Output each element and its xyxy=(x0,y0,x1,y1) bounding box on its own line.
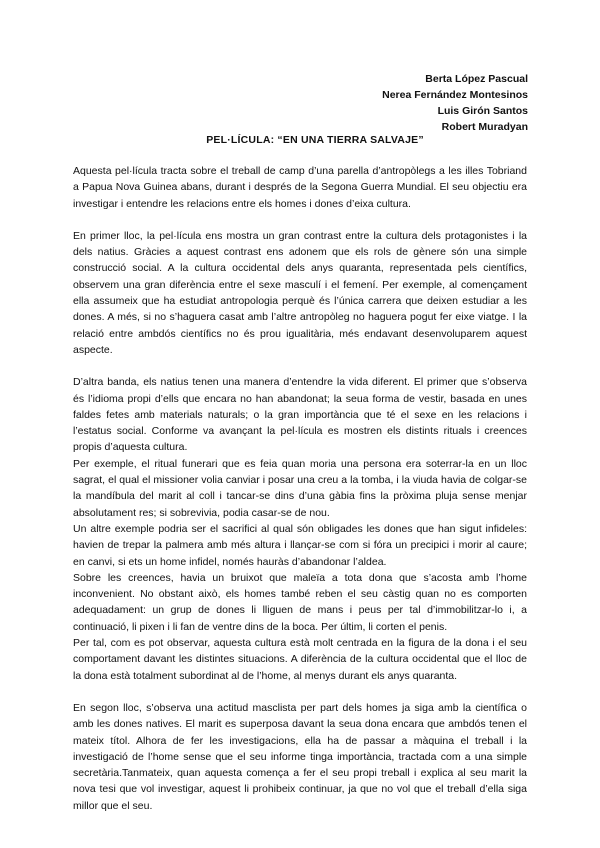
paragraph: Aquesta pel·lícula tracta sobre el treball de camp d’una parella d’antropòlegs a les illes Tobriand a Papua Nova Guinea abans, durant i després de la Segona Guerra Mundial. El seu objectiu era investigar i entendre les relacions entre els homes i dones d’eixa cultura. xyxy=(73,165,527,210)
document-title: PEL·LÍCULA: “EN UNA TIERRA SALVAJE” xyxy=(206,134,424,146)
author-name: Robert Muradyan xyxy=(441,121,528,133)
paragraph: D’altra banda, els natius tenen una manera d’entendre la vida diferent. El primer que s’observa és l’idioma propi d’ells que encara no han abandonat; la seua forma de vestir, basada en unes faldes fetes amb materials naturals; o la gran importància que té el sexe en les relacions i l’estatus social. Conforme va avançant la pel·lícula es mostren els distints rituals i creences propis d’aquesta cultura. xyxy=(73,376,527,454)
author-name: Berta López Pascual xyxy=(425,73,528,85)
author-name: Luis Girón Santos xyxy=(437,105,528,117)
paragraph: Sobre les creences, havia un bruixot que maleïa a tota dona que s’acosta amb l’home inconvenient. No obstant això, els homes també reben el seu càstig quan no es comporten adequadament: un grup de dones li lliguen de mans i peus per tal d’immobilitzar-lo i, a continuació, li pixen i li fan de ventre dins de la boca. Per últim, li corten el penis. xyxy=(73,571,527,633)
paragraph: En primer lloc, la pel·lícula ens mostra un gran contrast entre la cultura dels protagonistes i la dels natius. Gràcies a aquest contrast ens adonem que els rols de gènere són una simple construcció social. A la cultura occidental dels anys quaranta, representada pels científics, observem una gran diferència entre el sexe masculí i el femení. Per exemple, al començament ella assumeix que ha estudiat antropologia perquè és l’única carrera que deixen estudiar a les dones. A més, si no s’haguera casat amb l’altre antropòleg no haguera pogut fer eixe viatge. I la relació entre ambdós científics no és prou igualitària, més endavant desenvoluparem aquest aspecte. xyxy=(73,229,527,356)
author-name: Nerea Fernández Montesinos xyxy=(382,89,528,101)
paragraph: Per exemple, el ritual funerari que es feia quan moria una persona era soterrar-la en un lloc sagrat, el qual el missioner volia canviar i posar una creu a la tomba, i la viuda havia de colgar-se la mandíbula del marit al coll i tancar-se dins d’una gàbia fins la pròxima pluja sense menjar absolutament res; si sobrevivia, podia casar-se de nou. xyxy=(73,457,527,519)
paragraph: Un altre exemple podria ser el sacrifici al qual són obligades les dones que han sigut infideles: havien de trepar la palmera amb més altura i llançar-se com si fóra un precipici i morir al caure; en canvi, si ets un home infidel, només hauràs d’abandonar l’aldea. xyxy=(73,522,527,568)
author-list xyxy=(382,71,528,135)
document-body xyxy=(73,163,527,814)
paragraph: Per tal, com es pot observar, aquesta cultura està molt centrada en la figura de la dona i el seu comportament davant les distintes situacions. A diferència de la cultura occidental que el lloc de la dona està totalment subordinat al de l’home, al menys durant els anys quaranta. xyxy=(73,637,527,682)
paragraph: En segon lloc, s’observa una actitud masclista per part dels homes ja siga amb la científica o amb les dones natives. El marit es superposa davant la seua dona encara que ambdós tenen el mateix títol. Alhora de fer les investigacions, ella ha de passar a màquina el treball i la investigació de l’home sense que el seu informe tinga importància, tractada com a una simple secretària.Tanmateix, quan aquesta comença a fer el seu propi treball i explica al seu marit la nova tesi que vol investigar, aquest li prohibeix continuar, ja que no vol que el treball d’ella siga millor que el seu. xyxy=(73,701,527,812)
